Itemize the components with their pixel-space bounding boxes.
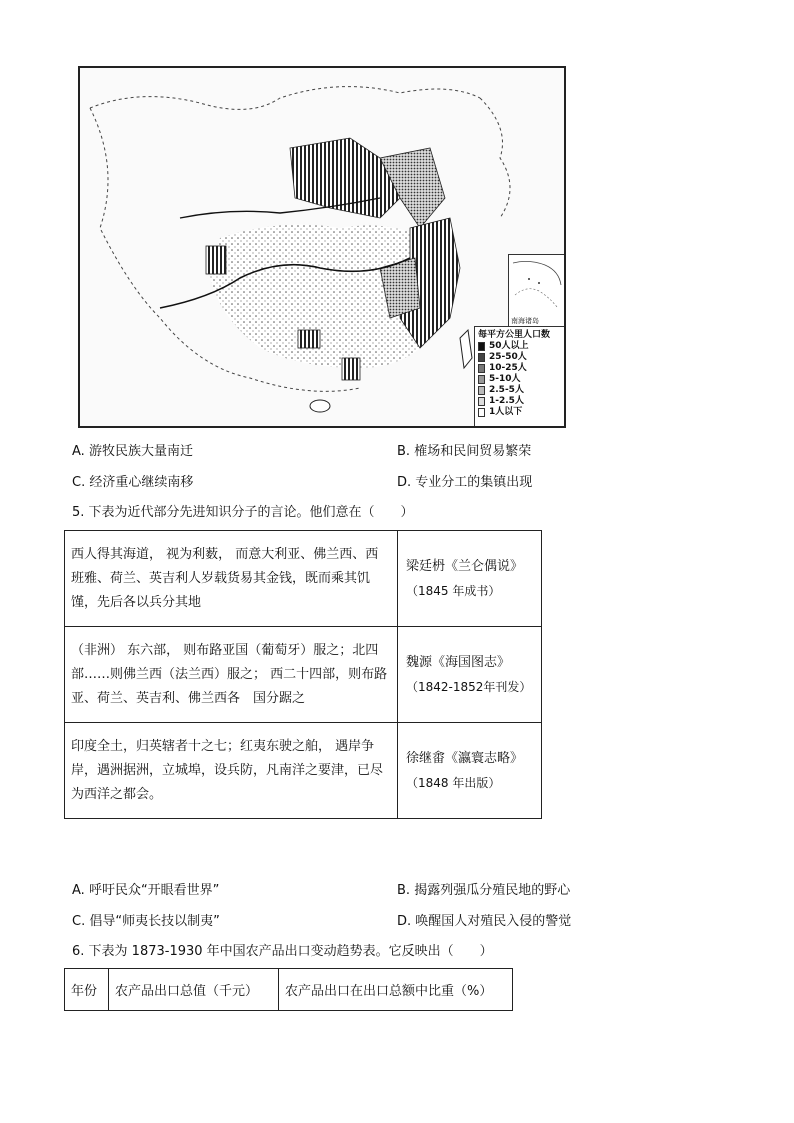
table-header-row [65, 969, 513, 1011]
header-export-value: 农产品出口总值（千元） [109, 969, 279, 1011]
source-title: 徐继畬《瀛寰志略》 [406, 750, 524, 766]
q5-option-a[interactable] [72, 882, 219, 900]
option-letter: B. [397, 883, 411, 898]
header-year: 年份 [65, 969, 109, 1011]
option-text: 专业分工的集镇出现 [415, 475, 533, 490]
legend-swatch [478, 375, 485, 384]
option-letter: D. [397, 914, 412, 929]
table-row [65, 723, 542, 819]
legend-label: 10-25人 [489, 363, 527, 373]
option-letter: B. [397, 444, 411, 459]
legend-swatch [478, 386, 485, 395]
option-letter: C. [72, 914, 86, 929]
q5-option-c[interactable] [72, 913, 220, 931]
header-export-share: 农产品出口在出口总额中比重（%） [279, 969, 513, 1011]
q5-stem: 5. 下表为近代部分先进知识分子的言论。他们意在（ ） [72, 505, 414, 520]
legend-label: 1-2.5人 [489, 396, 524, 406]
legend-row [478, 363, 562, 374]
inset-label: 南海诸岛 [511, 317, 539, 325]
legend-row [478, 385, 562, 396]
q4-option-d[interactable] [397, 474, 532, 492]
legend-label: 5-10人 [489, 374, 521, 384]
option-text: 游牧民族大量南迁 [88, 444, 193, 459]
legend-swatch [478, 353, 485, 362]
legend-label: 1人以下 [489, 407, 523, 417]
source-cell [398, 627, 542, 723]
source-title: 梁廷枬《兰仑偶说》 [406, 558, 524, 574]
source-title: 魏源《海国图志》 [406, 654, 511, 670]
south-china-sea-inset [508, 254, 566, 328]
q5-quote-table [64, 530, 542, 819]
q4-option-b[interactable] [397, 443, 531, 461]
legend-swatch [478, 397, 485, 406]
q5-option-b[interactable] [397, 882, 570, 900]
quote-cell: 印度全土，归英辖者十之七；红夷东驶之舶， 遇岸争岸，遇洲据洲，立城埠，设兵防，凡南洋之要津，已尽为西洋之都会。 [65, 723, 398, 819]
q4-option-a[interactable] [72, 443, 193, 461]
legend-row [478, 407, 562, 418]
population-density-map [78, 66, 566, 428]
quote-cell: 西人得其海道， 视为利薮， 而意大利亚、佛兰西、西班雅、荷兰、英吉利人岁载货易其金钱，既而乘其饥馑，先后各以兵分其地 [65, 531, 398, 627]
legend-row [478, 374, 562, 385]
source-note: （1848 年出版） [406, 775, 501, 790]
source-cell [398, 723, 542, 819]
legend-label: 50人以上 [489, 341, 529, 351]
q5-option-d[interactable] [397, 913, 571, 931]
legend-swatch [478, 364, 485, 373]
option-text: 呼吁民众“开眼看世界” [88, 883, 220, 898]
legend-row [478, 341, 562, 352]
q6-export-table [64, 968, 513, 1011]
legend-label: 25-50人 [489, 352, 527, 362]
inset-drawing [509, 255, 565, 317]
legend-swatch [478, 342, 485, 351]
legend-row [478, 352, 562, 363]
q6-stem: 6. 下表为 1873-1930 年中国农产品出口变动趋势表。它反映出（ ） [72, 944, 493, 959]
option-letter: A. [72, 444, 85, 459]
legend-row [478, 396, 562, 407]
option-text: 揭露列强瓜分殖民地的野心 [414, 883, 571, 898]
source-note: （1845 年成书） [406, 583, 501, 598]
legend-title: 每平方公里人口数 [478, 330, 551, 340]
legend-swatch [478, 408, 485, 417]
quote-cell: （非洲） 东六部， 则布路亚国（葡萄牙）服之；北四部……则佛兰西（法兰西）服之； 西二十四部，则布路亚、荷兰、英吉利、佛兰西各 国分踞之 [65, 627, 398, 723]
option-letter: C. [72, 475, 86, 490]
option-text: 经济重心继续南移 [89, 475, 194, 490]
table-row [65, 627, 542, 723]
option-letter: D. [397, 475, 412, 490]
source-note: （1842-1852年刊发） [406, 679, 532, 694]
map-legend [474, 326, 566, 428]
option-text: 唤醒国人对殖民入侵的警觉 [415, 914, 572, 929]
q4-option-c[interactable] [72, 474, 193, 492]
table-row [65, 531, 542, 627]
option-text: 榷场和民间贸易繁荣 [414, 444, 532, 459]
option-text: 倡导“师夷长技以制夷” [89, 914, 220, 929]
option-letter: A. [72, 883, 85, 898]
legend-label: 2.5-5人 [489, 385, 524, 395]
source-cell [398, 531, 542, 627]
